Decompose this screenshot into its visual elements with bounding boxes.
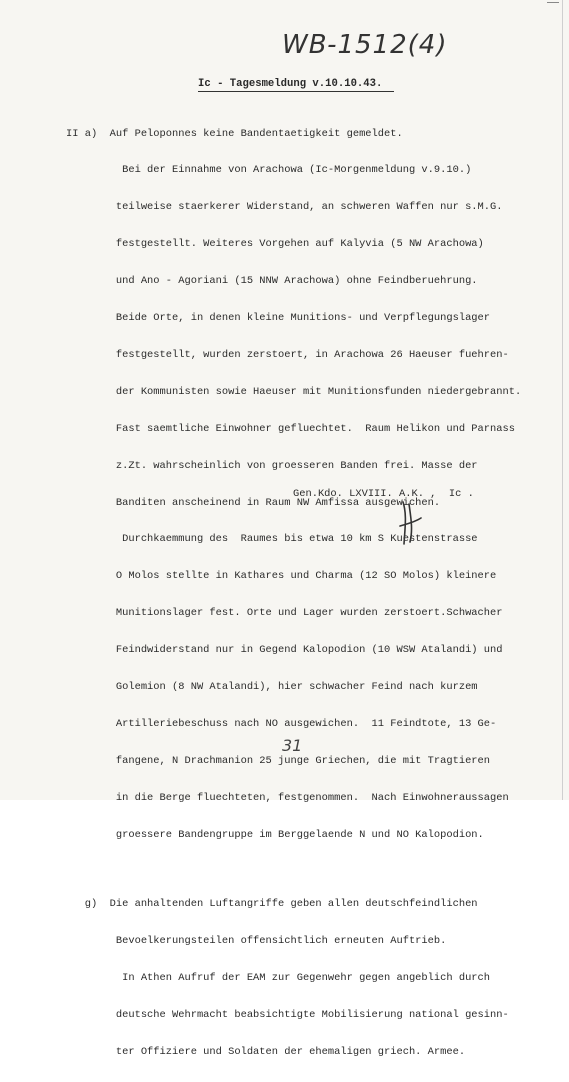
body-line: O Molos stellte in Kathares und Charma (12 SO Molos) kleinere — [66, 570, 497, 583]
body-line: Beide Orte, in denen kleine Munitions- und Verpflegungslager — [66, 312, 491, 325]
body-line: der Kommunisten sowie Haeuser mit Munitionsfunden niedergebrannt. — [66, 385, 522, 398]
signature-block: Gen.Kdo. LXVIII. A.K. , Ic . — [293, 488, 474, 500]
body-line: Banditen anscheinend in Raum NW Amfissa ausgewichen. — [66, 496, 441, 509]
page-number: 31 — [282, 736, 303, 755]
body-line-g: In Athen Aufruf der EAM zur Gegenwehr gegen angeblich durch — [66, 971, 491, 984]
body-line: z.Zt. wahrscheinlich von groesseren Banden frei. Masse der — [66, 459, 478, 472]
body-line: teilweise staerkerer Widerstand, an schweren Waffen nur s.M.G. — [66, 201, 503, 214]
paragraph-gap — [66, 865, 546, 873]
body-line: II a) Auf Peloponnes keine Bandentaetigkeit gemeldet. — [66, 127, 403, 140]
body-line-g: Bevoelkerungsteilen offensichtlich erneuten Auftrieb. — [66, 934, 447, 947]
document-title: Ic - Tagesmeldung v.10.10.43. — [198, 78, 383, 90]
page-edge-mark — [547, 2, 559, 3]
body-line: Golemion (8 NW Atalandi), hier schwacher Feind nach kurzem — [66, 680, 478, 693]
body-line: in die Berge fluechteten, festgenommen. Nach Einwohneraussagen — [66, 791, 509, 804]
body-line: fangene, N Drachmanion 25 junge Griechen, die mit Tragtieren — [66, 754, 491, 767]
handwritten-reference: WB-1512(4) — [282, 30, 448, 60]
body-line: festgestellt. Weiteres Vorgehen auf Kalyvia (5 NW Arachowa) — [66, 238, 484, 251]
body-line-g: ter Offiziere und Soldaten der ehemaligen griech. Armee. — [66, 1045, 466, 1058]
body-line: Feindwiderstand nur in Gegend Kalopodion (10 WSW Atalandi) und — [66, 644, 503, 657]
document-body — [66, 103, 546, 1082]
body-line: Artilleriebeschuss nach NO ausgewichen. 11 Feindtote, 13 Ge- — [66, 717, 497, 730]
body-line-g: deutsche Wehrmacht beabsichtigte Mobilisierung national gesinn- — [66, 1008, 509, 1021]
body-line: Munitionslager fest. Orte und Lager wurden zerstoert.Schwacher — [66, 607, 503, 620]
body-line: Durchkaemmung des Raumes bis etwa 10 km S Kuestenstrasse — [66, 533, 478, 546]
handwritten-signature — [395, 498, 425, 548]
page-edge — [562, 0, 563, 800]
body-line: Bei der Einnahme von Arachowa (Ic-Morgenmeldung v.9.10.) — [66, 164, 472, 177]
body-line-g: g) Die anhaltenden Luftangriffe geben allen deutschfeindlichen — [66, 898, 478, 910]
title-underline — [198, 91, 394, 92]
body-line: Fast saemtliche Einwohner gefluechtet. Raum Helikon und Parnass — [66, 422, 515, 435]
body-line: groessere Bandengruppe im Berggelaende N und NO Kalopodion. — [66, 828, 484, 841]
body-line: und Ano - Agoriani (15 NNW Arachowa) ohne Feindberuehrung. — [66, 275, 478, 288]
body-line: festgestellt, wurden zerstoert, in Arachowa 26 Haeuser fuehren- — [66, 348, 509, 361]
